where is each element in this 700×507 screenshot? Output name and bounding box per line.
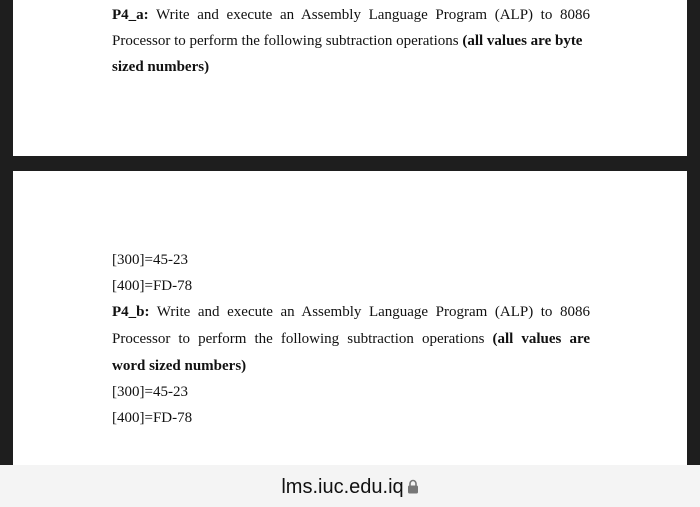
question-a-line-1: P4_a: Write and execute an Assembly Language Program (ALP) to 8086 xyxy=(112,7,590,23)
question-b-line-2: Processor to perform the following subtraction operations (all values are xyxy=(112,331,590,347)
operation-a-2: [400]=FD-78 xyxy=(112,278,193,294)
question-b-line-3: word sized numbers) xyxy=(112,358,247,374)
question-a-label: P4_a: xyxy=(112,7,149,23)
question-a-line-3: sized numbers) xyxy=(112,59,210,75)
operation-a-1: [300]=45-23 xyxy=(112,252,188,268)
question-a-line-2: Processor to perform the following subtraction operations (all values are byte xyxy=(112,33,583,49)
document-page-top xyxy=(13,0,687,156)
question-b-label: P4_b: xyxy=(112,304,150,320)
url-text[interactable]: lms.iuc.edu.iq xyxy=(281,476,404,498)
operation-b-2: [400]=FD-78 xyxy=(112,410,193,426)
url-display[interactable] xyxy=(0,475,700,500)
operation-b-1: [300]=45-23 xyxy=(112,384,188,400)
browser-address-bar[interactable] xyxy=(0,465,700,507)
lock-icon xyxy=(407,476,419,500)
document-page-bottom xyxy=(13,171,687,465)
question-b-line-1: P4_b: Write and execute an Assembly Language Program (ALP) to 8086 xyxy=(112,304,590,320)
